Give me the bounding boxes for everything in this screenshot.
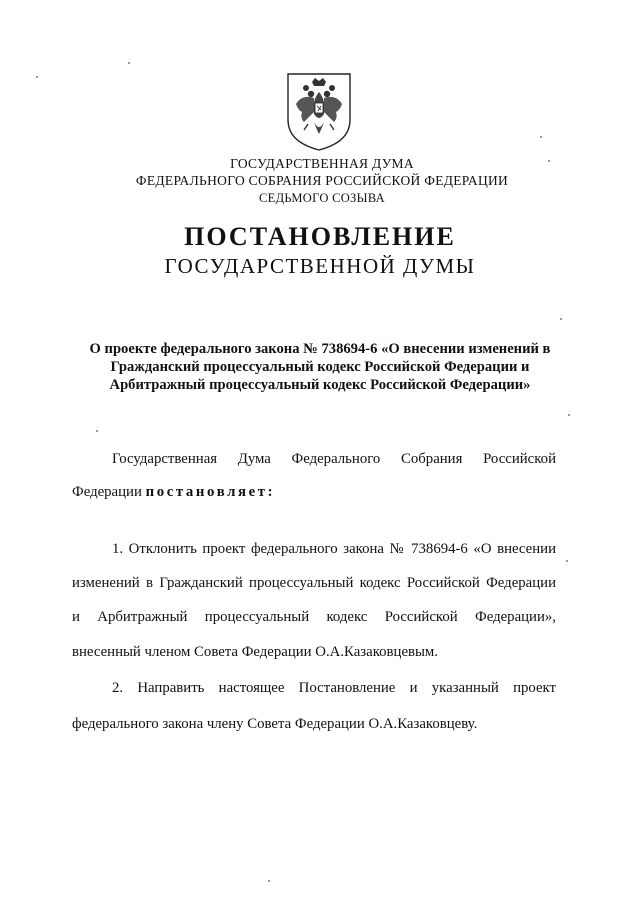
item-1-line: внесенный членом Совета Федерации О.А.Казаковцевым. — [72, 644, 438, 660]
organization-parent: ФЕДЕРАЛЬНОГО СОБРАНИЯ РОССИЙСКОЙ ФЕДЕРАЦИИ — [135, 173, 509, 188]
subject-line: О проекте федерального закона № 738694-6 «О внесении изменений в — [89, 341, 551, 357]
preamble-line — [72, 484, 556, 501]
scan-speck — [566, 560, 568, 562]
scan-speck — [548, 160, 550, 162]
subject-line: Арбитражный процессуальный кодекс Российской Федерации» — [109, 377, 531, 393]
coat-of-arms-icon — [284, 70, 354, 152]
organization-name: ГОСУДАРСТВЕННАЯ ДУМА — [230, 156, 414, 171]
document-issuer: ГОСУДАРСТВЕННОЙ ДУМЫ — [164, 254, 476, 278]
item-1-line: и Арбитражный процессуальный кодекс Российской Федерации», — [72, 609, 556, 625]
resolution-verb: постановляет: — [145, 484, 276, 500]
document-type: ПОСТАНОВЛЕНИЕ — [184, 222, 456, 251]
convocation: СЕДЬМОГО СОЗЫВА — [259, 191, 385, 205]
scan-speck — [36, 76, 38, 78]
scan-speck — [128, 62, 130, 64]
item-2-line: федерального закона члену Совета Федерации О.А.Казаковцеву. — [72, 716, 478, 732]
scan-speck — [560, 318, 562, 320]
scan-speck — [540, 136, 542, 138]
item-2-line: 2. Направить настоящее Постановление и указанный проект — [112, 680, 556, 696]
scan-speck — [268, 880, 270, 882]
subject-line: Гражданский процессуальный кодекс Российской Федерации и — [110, 359, 530, 375]
scan-speck — [568, 414, 570, 416]
item-1-line: 1. Отклонить проект федерального закона № 738694-6 «О внесении — [112, 541, 556, 557]
preamble-text: Федерации — [72, 484, 146, 500]
document-subject — [60, 340, 580, 394]
scan-speck — [96, 430, 98, 432]
item-1-line: изменений в Гражданский процессуальный кодекс Российской Федерации — [72, 575, 556, 591]
preamble-line: Государственная Дума Федерального Собрания Российской — [112, 451, 556, 467]
